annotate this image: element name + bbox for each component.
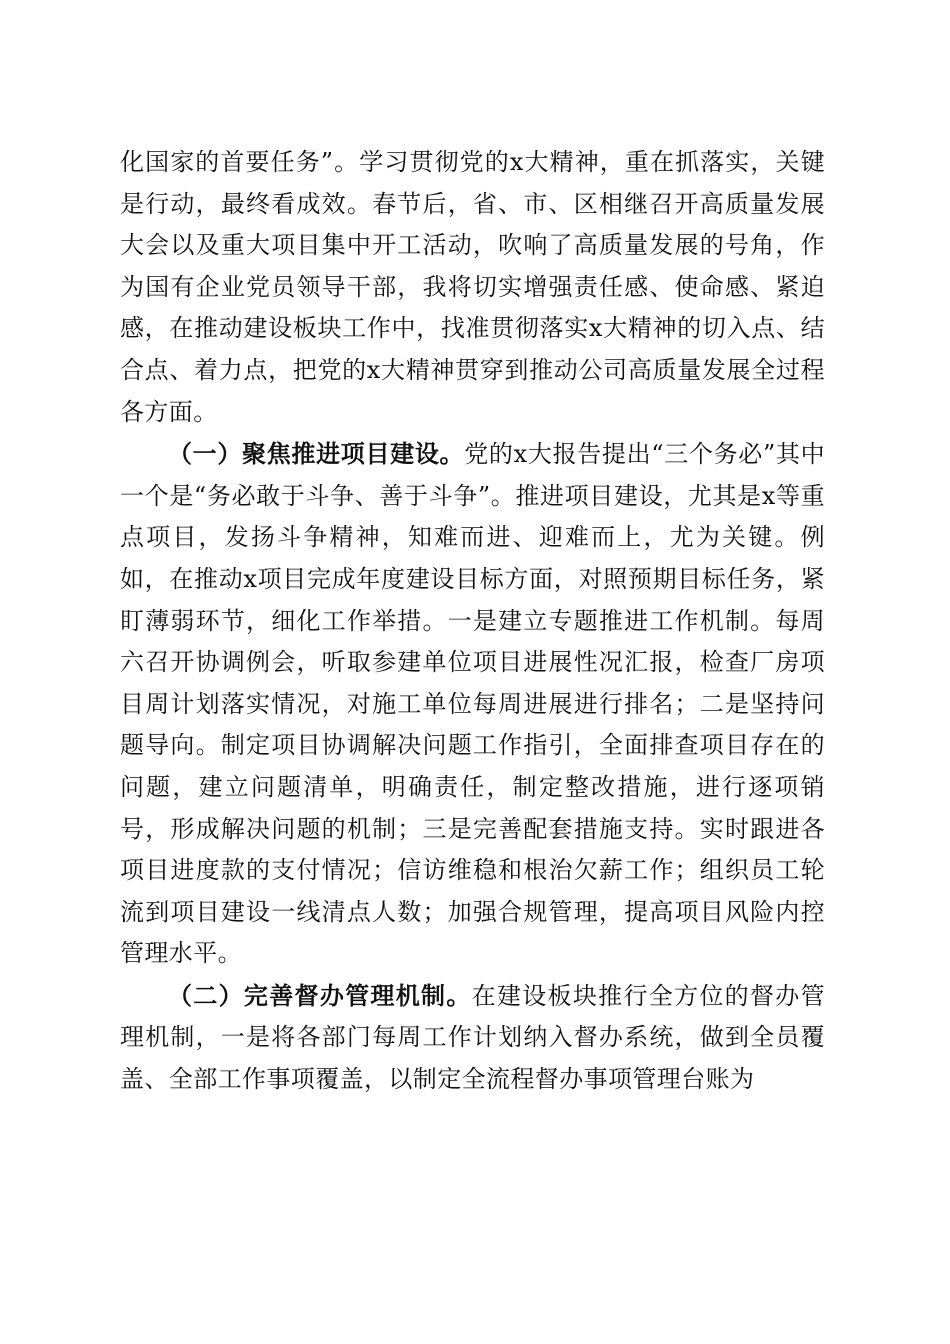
paragraph-intro-text: 化国家的首要任务”。学习贯彻党的x大精神，重在抓落实，关键是行动，最终看成效。春节后，省、市、区相继召开高质量发展大会以及重大项目集中开工活动，吹响了高质量发展的号角，作为国有企业党员领导干部，我将切实增强责任感、使命感、紧迫感，在推动建设板块工作中，找准贯彻落实x大精神的切入点、结合点、着力点，把党的x大精神贯穿到推动公司高质量发展全过程各方面。 <box>120 148 825 426</box>
paragraph-intro <box>120 142 825 433</box>
document-body <box>120 142 825 1101</box>
paragraph-section-1 <box>120 433 825 975</box>
section-1-text: 党的x大报告提出“三个务必”其中一个是“务必敢于斗争、善于斗争”。推进项目建设，尤其是x等重点项目，发扬斗争精神，知难而进、迎难而上，尤为关键。例如，在推动x项目完成年度建设目标方面，对照预期目标任务，紧盯薄弱环节，细化工作举措。一是建立专题推进工作机制。每周六召开协调例会，听取参建单位项目进展性况汇报，检查厂房项目周计划落实情况，对施工单位每周进展进行排名；二是坚持问题导向。制定项目协调解决问题工作指引，全面排查项目存在的问题，建立问题清单，明确责任，制定整改措施，进行逐项销号，形成解决问题的机制；三是完善配套措施支持。实时跟进各项目进度款的支付情况；信访维稳和根治欠薪工作；组织员工轮流到项目建设一线清点人数；加强合规管理，提高项目风险内控管理水平。 <box>120 440 825 968</box>
section-2-text: 在建设板块推行全方位的督办管理机制，一是将各部门每周工作计划纳入督办系统，做到全员覆盖、全部工作事项覆盖，以制定全流程督办事项管理台账为 <box>120 981 825 1094</box>
section-1-heading: （一）聚焦推进项目建设。 <box>168 439 465 469</box>
paragraph-section-2 <box>120 975 825 1101</box>
section-2-heading: （二）完善督办管理机制。 <box>168 980 472 1010</box>
